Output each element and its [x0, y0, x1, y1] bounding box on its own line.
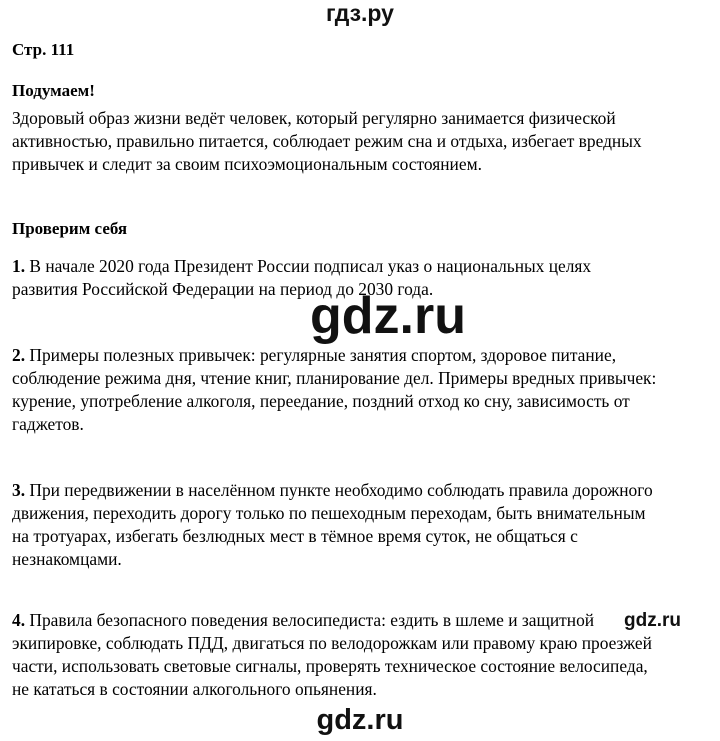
text-line: курение, употребление алкоголя, переедание, поздний отход ко сну, зависимость от [12, 391, 630, 411]
watermark-inline: gdz.ru [624, 610, 681, 631]
text-line: на тротуарах, избегать безлюдных мест в тёмное время суток, не общаться с [12, 526, 578, 546]
think-heading: Подумаем! [12, 81, 95, 100]
text-line: активностью, правильно питается, соблюдает режим сна и отдыха, избегает вредных [12, 131, 642, 151]
watermark-bottom: gdz.ru [316, 704, 404, 736]
answer-number: 3. [12, 480, 26, 500]
text-line: соблюдение режима дня, чтение книг, планирование дел. Примеры вредных привычек: [12, 368, 657, 388]
answer-number: 2. [12, 345, 26, 365]
watermark-middle: gdz.ru [310, 287, 466, 345]
text-line: Здоровый образ жизни ведёт человек, который регулярно занимается физической [12, 108, 616, 128]
text-line: развития Российской Федерации на период до 2030 года. [12, 279, 434, 299]
answer-number: 4. [12, 610, 26, 630]
text-line: 1. В начале 2020 года Президент России подписал указ о национальных целях [12, 256, 592, 276]
text-line: незнакомцами. [12, 549, 122, 569]
think-paragraph [12, 107, 704, 176]
answer-4 [12, 609, 704, 701]
text-line: гаджетов. [12, 414, 84, 434]
text-line: движения, переходить дорогу только по пешеходным переходам, быть внимательным [12, 503, 646, 523]
text-line: 3. При передвижении в населённом пункте необходимо соблюдать правила дорожного [12, 480, 653, 500]
text-line: 2. Примеры полезных привычек: регулярные занятия спортом, здоровое питание, [12, 345, 617, 365]
text-line: не кататься в состоянии алкогольного опьянения. [12, 679, 377, 699]
answer-number: 1. [12, 256, 26, 276]
page-label: Стр. 111 [12, 40, 75, 59]
text-line: части, использовать световые сигналы, проверять техническое состояние велосипеда, [12, 656, 648, 676]
answer-2 [12, 344, 704, 436]
watermark-top: гдз.ру [326, 0, 394, 26]
check-heading: Проверим себя [12, 219, 128, 238]
text-line: 4. Правила безопасного поведения велосипедиста: ездить в шлеме и защитной [12, 610, 595, 630]
answer-3 [12, 479, 704, 571]
text-line: экипировке, соблюдать ПДД, двигаться по велодорожкам или правому краю проезжей [12, 633, 652, 653]
text-line: привычек и следит за своим психоэмоциональным состоянием. [12, 154, 482, 174]
